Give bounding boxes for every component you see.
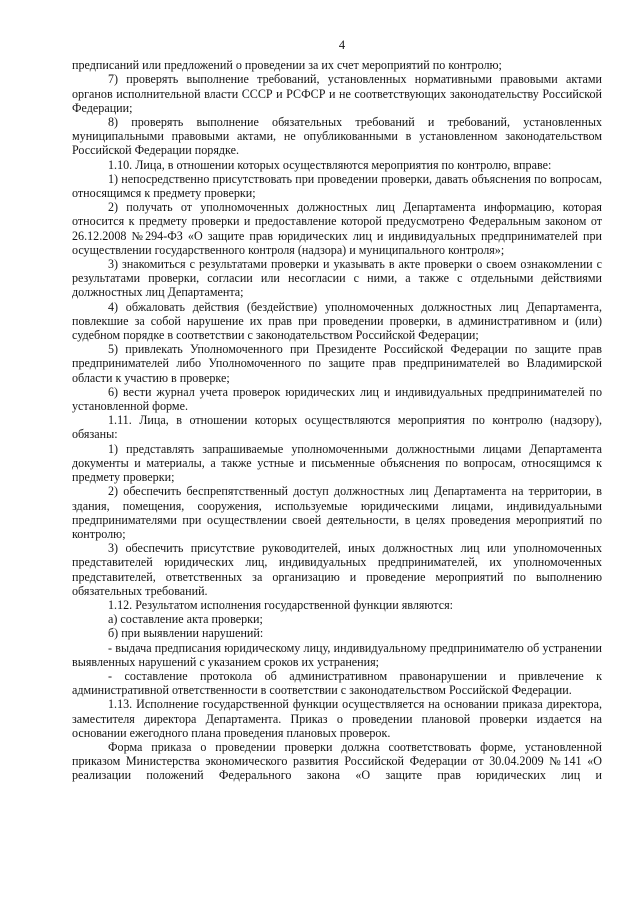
paragraph-result-b-2: - составление протокола об административном правонарушении и привлечение к административной ответственности в соответствии с законодательством Российской Федерации. — [72, 668, 602, 698]
paragraph-duty-3: 3) обеспечить присутствие руководителей, иных должностных лиц или уполномоченных представителей юридических лиц, индивидуальных предпринимателей, их уполномоченных представителей, ответственных за организацию и проведение мероприятий по выполнению обязательных требований. — [72, 541, 602, 598]
paragraph-item-8: 8) проверять выполнение обязательных требований и требований, установленных муниципальными правовыми актами, не опубликованными в установленном законодательством Российской Федерации порядке. — [72, 115, 602, 158]
paragraph-result-a: а) составление акта проверки; — [108, 612, 263, 627]
paragraph-section-1-11: 1.11. Лица, в отношении которых осуществляются мероприятия по контролю (надзору), обязаны: — [72, 413, 602, 442]
paragraph-duty-2: 2) обеспечить беспрепятственный доступ должностных лиц Департамента на территории, в здания, помещения, сооружения, используемые юридическими лицами, индивидуальными предпринимателями при осуществлении своей деятельности, в целях проведения мероприятий по контролю; — [72, 484, 602, 541]
paragraph-right-2: 2) получать от уполномоченных должностных лиц Департамента информацию, которая относится к предмету проверки и предоставление которой предусмотрено Федеральным законом от 26.12.2008 №294-ФЗ «О защите прав юридических лиц и индивидуальных предпринимателей при осуществлении государственного контроля (надзора) и муниципального контроля»; — [72, 200, 602, 257]
paragraph-result-b: б) при выявлении нарушений: — [108, 626, 264, 641]
paragraph-section-1-12: 1.12. Результатом исполнения государственной функции являются: — [108, 597, 454, 612]
paragraph-section-1-10: 1.10. Лица, в отношении которых осуществляются мероприятия по контролю, вправе: — [108, 157, 552, 172]
paragraph-result-b-1: - выдача предписания юридическому лицу, индивидуальному предпринимателю об устранении выявленных нарушений с указанием сроков их устранения; — [72, 640, 602, 669]
paragraph-item-7: 7) проверять выполнение требований, установленных нормативными правовыми актами органов исполнительной власти СССР и РСФСР и не соответствующих законодательству Российской Федерации; — [72, 72, 602, 115]
paragraph-right-4: 4) обжаловать действия (бездействие) уполномоченных должностных лиц Департамента, повлекшие за собой нарушение их прав при проведении проверки, в административном и (или) судебном порядке в соответствии с законодательством Российской Федерации; — [72, 299, 602, 343]
paragraph-right-3: 3) знакомиться с результатами проверки и указывать в акте проверки о своем ознакомлении с результатами проверки, согласии или несогласии с ними, а также с отдельными действиями должностных лиц Департамента; — [72, 257, 602, 300]
paragraph-order-form: Форма приказа о проведении проверки должна соответствовать форме, установленной приказом Министерства экономического развития Российской Федерации от 30.04.2009 №141 «О реализации положений Федерального закона «О защите прав юридических лиц и — [72, 739, 602, 783]
paragraph-right-1: 1) непосредственно присутствовать при проведении проверки, давать объяснения по вопросам, относящимся к предмету проверки; — [72, 171, 602, 201]
paragraph-continuation: предписаний или предложений о проведении за их счет мероприятий по контролю; — [72, 58, 502, 73]
paragraph-right-5: 5) привлекать Уполномоченного при Президенте Российской Федерации по защите прав предпринимателей либо Уполномоченного по защите прав предпринимателей во Владимирской области к участию в проверке; — [72, 342, 602, 385]
page-number: 4 — [338, 38, 346, 52]
paragraph-section-1-13: 1.13. Исполнение государственной функции осуществляется на основании приказа директора, заместителя директора Департамента. Приказ о проведении плановой проверки издается на основании ежегодного плана проведения плановых проверок. — [72, 697, 602, 740]
paragraph-duty-1: 1) представлять запрашиваемые уполномоченными должностными лицами Департамента документы и материалы, а также устные и письменные объяснения по вопросам, относящимся к предмету проверки; — [72, 441, 602, 485]
paragraph-right-6: 6) вести журнал учета проверок юридических лиц и индивидуальных предпринимателей по установленной форме. — [72, 384, 602, 414]
